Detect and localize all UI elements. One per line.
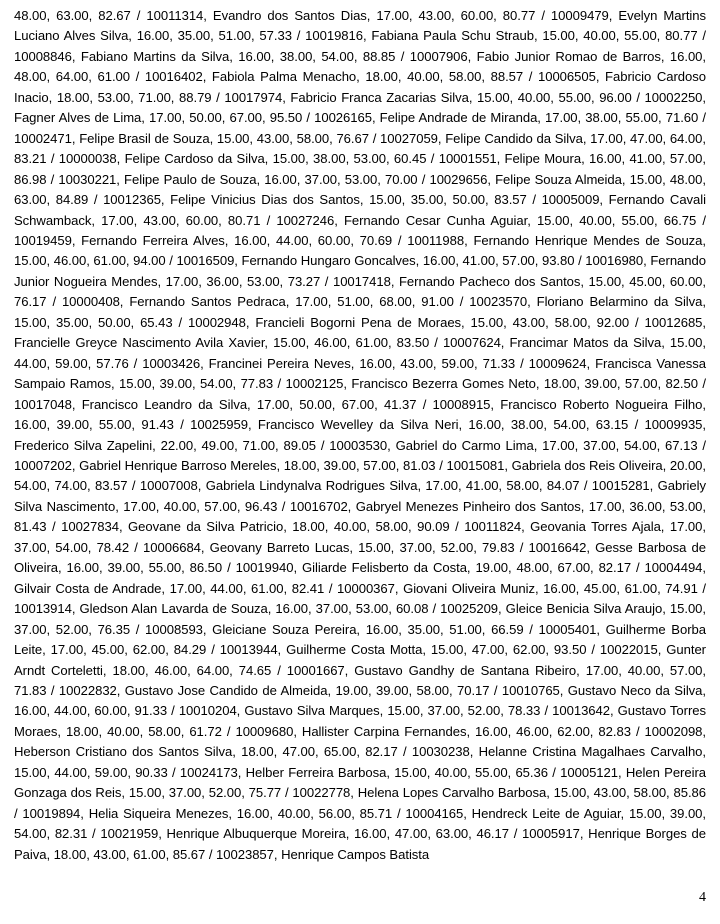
results-paragraph: 48.00, 63.00, 82.67 / 10011314, Evandro dos Santos Dias, 17.00, 43.00, 60.00, 80.77 / 10009479, Evelyn Martins Luciano Alves Silva, 16.00, 35.00, 51.00, 57.33 / 10019816, Fabiana Paula Schu Straub, 15.00, 40.00, 55.00, 80.77 / 10008846, Fabiano Martins da Silva, 16.00, 38.00, 54.00, 88.85 / 10007906, Fabio Junior Romao de Barros, 16.00, 48.00, 64.00, 61.00 / 10016402, Fabiola Palma Menacho, 18.00, 40.00, 58.00, 88.57 / 10006505, Fabricio Cardoso Inacio, 18.00, 53.00, 71.00, 88.79 / 10017974, Fabricio Franca Zacarias Silva, 15.00, 40.00, 55.00, 96.00 / 10002250, Fagner Alves de Lima, 17.00, 50.00, 67.00, 95.50 / 10026165, Felipe Andrade de Miranda, 17.00, 38.00, 55.00, 71.60 / 10002471, Felipe Brasil de Souza, 15.00, 43.00, 58.00, 76.67 / 10027059, Felipe Candido da Silva, 17.00, 47.00, 64.00, 83.21 / 10000038, Felipe Cardoso da Silva, 15.00, 38.00, 53.00, 60.45 / 10001551, Felipe Moura, 16.00, 41.00, 57.00, 86.98 / 10030221, Felipe Paulo de Souza, 16.00, 37.00, 53.00, 70.00 / 10029656, Felipe Souza Almeida, 15.00, 48.00, 63.00, 84.89 / 10012365, Felipe Vinicius Dias dos Santos, 15.00, 35.00, 50.00, 83.57 / 10005009, Fernando Cavali Schwamback, 17.00, 43.00, 60.00, 80.71 / 10027246, Fernando Cesar Cunha Aguiar, 15.00, 40.00, 55.00, 66.75 / 10019459, Fernando Ferreira Alves, 16.00, 44.00, 60.00, 70.69 / 10011988, Fernando Henrique Mendes de Souza, 15.00, 46.00, 61.00, 94.00 / 10016509, Fernando Hungaro Goncalves, 16.00, 41.00, 57.00, 93.80 / 10016980, Fernando Junior Nogueira Mendes, 17.00, 36.00, 53.00, 73.27 / 10017418, Fernando Pacheco dos Santos, 15.00, 45.00, 60.00, 76.17 / 10000408, Fernando Santos Pedraca, 17.00, 51.00, 68.00, 91.00 / 10023570, Floriano Belarmino da Silva, 15.00, 35.00, 50.00, 65.43 / 10002948, Francieli Bogorni Pena de Moraes, 15.00, 43.00, 58.00, 92.00 / 10012685, Francielle Greyce Nascimento Avila Xavier, 15.00, 46.00, 61.00, 83.50 / 10007624, Francimar Matos da Silva, 15.00, 44.00, 59.00, 57.76 / 10003426, Francinei Pereira Neves, 16.00, 43.00, 59.00, 71.33 / 10009624, Francisca Vanessa Sampaio Ramos, 15.00, 39.00, 54.00, 77.83 / 10002125, Francisco Bezerra Gomes Neto, 18.00, 39.00, 57.00, 82.50 / 10017048, Francisco Leandro da Silva, 17.00, 50.00, 67.00, 41.37 / 10008915, Francisco Roberto Nogueira Filho, 16.00, 39.00, 55.00, 91.43 / 10025959, Francisco Wevelley da Silva Neri, 16.00, 38.00, 54.00, 63.15 / 10009935, Frederico Silva Zapelini, 22.00, 49.00, 71.00, 89.05 / 10003530, Gabriel do Carmo Lima, 17.00, 37.00, 54.00, 67.13 / 10007202, Gabriel Henrique Barroso Mereles, 18.00, 39.00, 57.00, 81.03 / 10015081, Gabriela dos Reis Oliveira, 20.00, 54.00, 74.00, 83.57 / 10007008, Gabriela Lindynalva Rodrigues Silva, 17.00, 41.00, 58.00, 84.07 / 10015281, Gabriely Silva Nascimento, 17.00, 40.00, 57.00, 96.43 / 10016702, Gabryel Menezes Pinheiro dos Santos, 17.00, 36.00, 53.00, 81.43 / 10027834, Geovane da Silva Patricio, 18.00, 40.00, 58.00, 90.09 / 10011824, Geovania Torres Ajala, 17.00, 37.00, 54.00, 78.42 / 10006684, Geovany Barreto Lucas, 15.00, 37.00, 52.00, 79.83 / 10016642, Gesse Barbosa de Oliveira, 16.00, 39.00, 55.00, 86.50 / 10019940, Giliarde Felisberto da Costa, 19.00, 48.00, 67.00, 82.17 / 10004494, Gilvair Costa de Andrade, 17.00, 44.00, 61.00, 82.41 / 10000367, Giovani Oliveira Muniz, 16.00, 45.00, 61.00, 74.91 / 10013914, Gledson Alan Lavarda de Souza, 16.00, 37.00, 53.00, 60.08 / 10025209, Gleice Benicia Silva Araujo, 15.00, 37.00, 52.00, 76.35 / 10008593, Gleiciane Souza Pereira, 16.00, 35.00, 51.00, 66.59 / 10005401, Guilherme Borba Leite, 17.00, 45.00, 62.00, 84.29 / 10013944, Guilherme Costa Motta, 15.00, 47.00, 62.00, 93.50 / 10022015, Gunter Arndt Corteletti, 18.00, 46.00, 64.00, 74.65 / 10001667, Gustavo Gandhy de Santana Ribeiro, 17.00, 40.00, 57.00, 71.83 / 10022832, Gustavo Jose Candido de Almeida, 19.00, 39.00, 58.00, 70.17 / 10010765, Gustavo Neco da Silva, 16.00, 44.00, 60.00, 91.33 / 10010204, Gustavo Silva Marques, 15.00, 37.00, 52.00, 78.33 / 10013642, Gustavo Torres Moraes, 18.00, 40.00, 58.00, 61.72 / 10009680, Hallister Carpina Fernandes, 16.00, 46.00, 62.00, 82.83 / 10002098, Heberson Cristiano dos Santos Silva, 18.00, 47.00, 65.00, 82.17 / 10030238, Helanne Cristina Magalhaes Carvalho, 15.00, 44.00, 59.00, 90.33 / 10024173, Helber Ferreira Barbosa, 15.00, 40.00, 55.00, 65.36 / 10005121, Helen Pereira Gonzaga dos Reis, 15.00, 37.00, 52.00, 75.77 / 10022778, Helena Lopes Carvalho Barbosa, 15.00, 43.00, 58.00, 85.86 / 10019894, Helia Siqueira Menezes, 16.00, 40.00, 56.00, 85.71 / 10004165, Hendreck Leite de Aguiar, 15.00, 39.00, 54.00, 82.31 / 10021959, Henrique Albuquerque Moreira, 16.00, 47.00, 63.00, 46.17 / 10005917, Henrique Borges de Paiva, 18.00, 43.00, 61.00, 85.67 / 10023857, Henrique Campos Batista: [14, 8, 706, 862]
page-number: 4: [699, 890, 706, 905]
document-page: [14, 6, 706, 865]
